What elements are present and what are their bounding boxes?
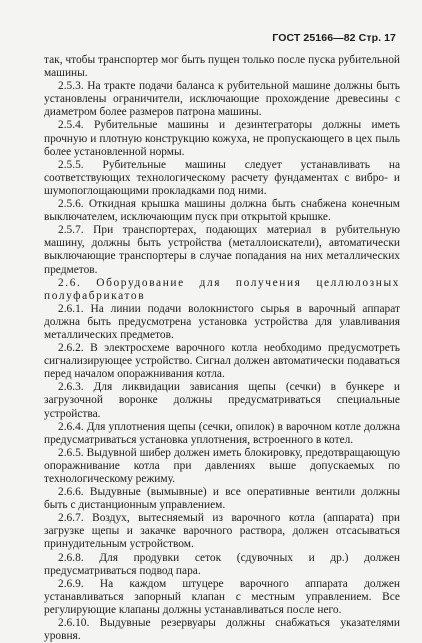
section-heading: 2.6. Оборудование для получения целлюлозных полуфабрикатов (44, 276, 400, 302)
paragraph: 2.6.6. Выдувные (вымывные) и все оперативные вентили должны быть с дистанционным управлением. (44, 486, 400, 512)
paragraph: 2.6.9. На каждом штуцере варочного аппарата должен устанавливаться запорный клапан с местным управлением. Все регулирующие клапаны должны устанавливаться после него. (44, 577, 400, 616)
paragraph: 2.6.1. На линии подачи волокнистого сырья в варочный аппарат должна быть предусмотрена установка устройства для улавливания металлических предметов. (44, 302, 400, 341)
paragraph: 2.6.3. Для ликвидации зависания щепы (сечки) в бункере и загрузочной воронке должны предусматриваться специальные устройства. (44, 381, 400, 420)
paragraph: 2.5.4. Рубительные машины и дезинтеграторы должны иметь прочную и плотную конструкцию кожуха, не пропускающего в цех пыль более установленной нормы. (44, 119, 400, 158)
page-header (272, 32, 396, 44)
body-text (44, 54, 400, 643)
paragraph: 2.5.7. При транспортерах, подающих материал в рубительную машину, должны быть устройства (металлоискатели), автоматически выключающие транспортеры в случае попадания на них металлических предметов. (44, 224, 400, 276)
paragraph: 2.6.7. Воздух, вытесняемый из варочного котла (аппарата) при загрузке щепы и закачке варочного раствора, должен отсасываться принудительным устройством. (44, 512, 400, 551)
paragraph: 2.6.4. Для уплотнения щепы (сечки, опилок) в варочном котле должна предусматриваться установка уплотнения, встроенного в котел. (44, 420, 400, 446)
paragraph: 2.5.6. Откидная крышка машины должна быть снабжена конечным выключателем, исключающим пуск при открытой крышке. (44, 198, 400, 224)
paragraph: так, чтобы транспортер мог быть пущен только после пуска рубительной машины. (44, 54, 400, 80)
paragraph: 2.6.10. Выдувные резервуары должны снабжаться указателями уровня. (44, 617, 400, 643)
paragraph: 2.6.2. В электросхеме варочного котла необходимо предусмотреть сигнализирующее устройство. Сигнал должен автоматически подаваться перед началом опоражнивания котла. (44, 342, 400, 381)
paragraph: 2.5.3. На тракте подачи баланса к рубительной машине должны быть установлены ограничители, исключающие прохождение древесины с диаметром более размеров патрона машины. (44, 80, 400, 119)
paragraph: 2.6.8. Для продувки сеток (сдувочных и др.) должен предусматриваться подвод пара. (44, 551, 400, 577)
page-number: Стр. 17 (358, 32, 396, 44)
paragraph: 2.5.5. Рубительные машины следует устанавливать на соответствующих технологическому расчету фундаментах с вибро- и шумопоглощающими прокладками под ними. (44, 158, 400, 197)
paragraph: 2.6.5. Выдувной шибер должен иметь блокировку, предотвращающую опоражнивание котла при давлениях выше допускаемых по технологическому режиму. (44, 446, 400, 485)
standard-number: ГОСТ 25166—82 (272, 32, 356, 44)
